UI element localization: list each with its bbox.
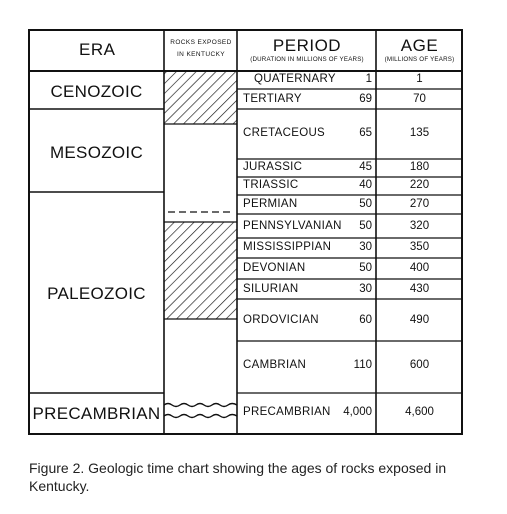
- period-name: QUATERNARY: [254, 73, 336, 85]
- period-name: PERMIAN: [243, 198, 298, 210]
- period-duration: 50: [359, 220, 372, 232]
- rocks-unconformity-1: [164, 404, 237, 407]
- period-name: TRIASSIC: [243, 179, 299, 191]
- period-age: 320: [409, 220, 430, 232]
- period-duration: 69: [359, 93, 372, 105]
- era-mesozoic: MESOZOIC: [49, 143, 144, 162]
- period-age: 70: [413, 93, 426, 105]
- rocks-unconformity-2: [164, 415, 237, 418]
- period-name: PRECAMBRIAN: [243, 406, 331, 418]
- period-age: 350: [409, 241, 430, 253]
- period-duration: 40: [359, 179, 372, 191]
- period-name: ORDOVICIAN: [243, 314, 319, 326]
- header-rocks-line2: IN KENTUCKY: [176, 51, 226, 58]
- header-period-sub: (DURATION IN MILLIONS OF YEARS): [250, 56, 364, 63]
- era-paleozoic: PALEOZOIC: [47, 284, 146, 303]
- period-age: 180: [409, 161, 430, 173]
- header-rocks-line1: ROCKS EXPOSED: [170, 39, 232, 46]
- period-name: JURASSIC: [243, 161, 303, 173]
- period-name: PENNSYLVANIAN: [243, 220, 342, 232]
- exposed-rocks-paleozoic-hatch: [164, 222, 237, 319]
- period-name: CAMBRIAN: [243, 359, 307, 371]
- period-duration: 50: [359, 262, 372, 274]
- period-name: DEVONIAN: [243, 262, 306, 274]
- header-age: AGE: [400, 36, 439, 55]
- header-era: ERA: [79, 40, 116, 59]
- period-age: 270: [409, 198, 430, 210]
- period-age: 600: [409, 359, 430, 371]
- era-precambrian: PRECAMBRIAN: [32, 404, 161, 423]
- period-duration: 45: [359, 161, 372, 173]
- period-age: 1: [416, 73, 423, 85]
- period-age: 430: [409, 283, 430, 295]
- period-age: 400: [409, 262, 430, 274]
- period-name: TERTIARY: [243, 93, 302, 105]
- period-duration: 30: [359, 241, 372, 253]
- period-age: 135: [409, 127, 430, 139]
- period-duration: 60: [359, 314, 372, 326]
- period-name: SILURIAN: [243, 283, 299, 295]
- era-cenozoic: CENOZOIC: [50, 82, 143, 101]
- exposed-rocks-cenozoic-hatch: [164, 71, 237, 124]
- period-name: MISSISSIPPIAN: [243, 241, 332, 253]
- period-duration: 65: [359, 127, 372, 139]
- period-age: 4,600: [405, 406, 434, 418]
- header-age-sub: (MILLIONS OF YEARS): [384, 56, 455, 63]
- period-duration: 30: [359, 283, 372, 295]
- period-age: 490: [409, 314, 430, 326]
- period-duration: 4,000: [343, 406, 372, 418]
- period-duration: 50: [359, 198, 372, 210]
- period-duration: 110: [353, 359, 372, 371]
- figure-caption: Figure 2. Geologic time chart showing the ages of rocks exposed in Kentucky.: [29, 460, 447, 494]
- header-period: PERIOD: [272, 36, 342, 55]
- period-duration: 1: [365, 73, 372, 85]
- period-name: CRETACEOUS: [243, 127, 326, 139]
- period-age: 220: [409, 179, 430, 191]
